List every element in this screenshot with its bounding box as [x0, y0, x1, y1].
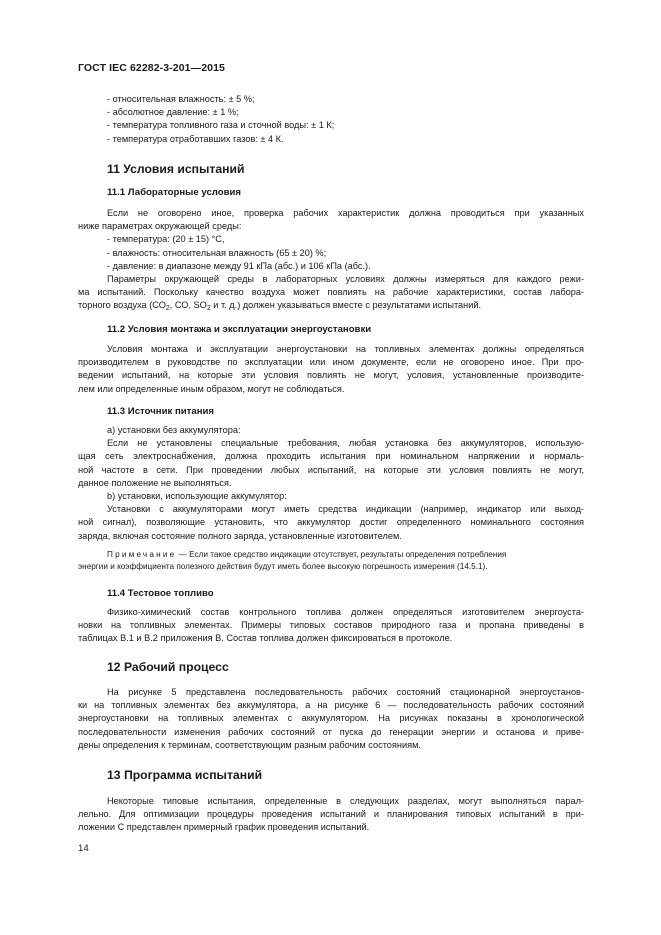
text-line: новки на топливных элементах. Примеры типовых составов природного газа и пропана приведены в: [78, 620, 584, 631]
list-item: - относительная влажность: ± 5 %;: [107, 94, 255, 104]
paragraph-11-1: [78, 207, 584, 313]
subsection-11-3-heading: 11.3 Источник питания: [107, 406, 214, 417]
subsection-11-2-heading: 11.2 Условия монтажа и эксплуатации энергоустановки: [107, 324, 372, 335]
note-label: Примечание: [107, 550, 177, 559]
paragraph-12: [78, 686, 584, 752]
section-13-heading: 13 Программа испытаний: [107, 768, 263, 782]
text-line: данное положение не выполняться.: [78, 477, 232, 488]
text-line: ложении С представлен примерный график проведения испытаний.: [78, 822, 370, 833]
paragraph-11-2: [78, 343, 584, 396]
text-line: энергоустановки на топливных элементах с аккумулятором. На рисунках показаны в хронологической: [78, 713, 584, 724]
note-line: энергии и коэффициента полезного действия будут иметь более высокую погрешность измерения (14.5.1).: [78, 562, 488, 571]
text-line: ма испытаний. Поскольку качество воздуха может повлиять на рабочие характеристики, состав лабора-: [78, 287, 584, 298]
paragraph-11-4: [78, 606, 584, 646]
text-line: Если не оговорено иное, проверка рабочих характеристик должна проводиться при указанных: [107, 208, 584, 218]
text-span: и т. д.) должен указываться вместе с результатами испытаний.: [210, 300, 482, 311]
text-line-with-formulas: [78, 299, 584, 312]
list-item: - влажность: относительная влажность (65 ± 20) %;: [107, 247, 327, 258]
list-item: - температура отработавших газов: ± 4 К.: [107, 133, 284, 144]
text-line: таблицах В.1 и В.2 приложения В. Состав топлива должен фиксироваться в протоколе.: [78, 633, 453, 644]
tolerance-list: [78, 93, 584, 146]
text-line: Если не установлены специальные требования, любая установка без аккумуляторов, использую-: [107, 438, 584, 449]
text-line: Установки с аккумуляторами могут иметь средства индикации (например, индикатор или выход-: [107, 504, 584, 515]
list-item: - абсолютное давление: ± 1 %;: [107, 107, 239, 118]
note-line: [78, 549, 584, 561]
list-label-a: а) установки без аккумулятора:: [107, 425, 241, 435]
text-line: ниже параметрах окружающей среды:: [78, 221, 242, 232]
paragraph-11-3: [78, 424, 584, 543]
section-11-heading: 11 Условия испытаний: [107, 162, 245, 176]
subsection-11-1-heading: 11.1 Лабораторные условия: [107, 187, 242, 198]
list-item: - температура топливного газа и сточной воды: ± 1 К;: [107, 120, 335, 131]
text-line: щая сеть электроснабжения, должна проходить испытания при номинальном напряжении и нормаль-: [78, 451, 584, 462]
subsection-11-4-heading: 11.4 Тестовое топливо: [107, 588, 214, 599]
document-header: ГОСТ IEC 62282-3-201—2015: [78, 62, 225, 74]
text-line: ведении испытаний, на которые эти условия повлиять не могут, условия, установленные производите-: [78, 370, 584, 381]
text-span: торного воздуха (СО: [78, 300, 166, 311]
text-line: дены определения к терминам, соответствующим разным рабочим состояниям.: [78, 739, 421, 750]
text-line: ной сигнал), позволяющие установить, что аккумулятор достиг определенного номинального состояния: [78, 517, 584, 528]
note: [78, 549, 584, 573]
subscript: 2: [165, 305, 170, 313]
text-line: производителем в руководстве по эксплуатации или ином документе, если не оговорено иное. При про-: [78, 357, 584, 368]
paragraph-13: [78, 795, 584, 835]
text-line: Условия монтажа и эксплуатации энергоустановки на топливных элементах должны определяться: [107, 344, 584, 354]
text-line: ки на топливных элементах без аккумулятора, а на рисунке 6 — последовательность рабочих состояний: [78, 700, 584, 711]
list-item: - давление: в диапазоне между 91 кПа (абс.) и 106 кПа (абс.).: [107, 260, 371, 271]
list-item: - температура: (20 ± 15) °С,: [107, 234, 225, 245]
text-line: Некоторые типовые испытания, определенные в следующих разделах, могут выполняться парал-: [107, 796, 584, 806]
text-span: , СО, SO: [169, 300, 207, 311]
text-line: Параметры окружающей среды в лабораторных условиях должны измеряться для каждого режи-: [107, 274, 584, 285]
text-line: заряда, включая состояние полного заряда, установленные изготовителем.: [78, 530, 402, 541]
page-number: 14: [78, 843, 89, 854]
text-line: лем или определенные иным образом, могут не соблюдаться.: [78, 383, 345, 394]
text-line: последовательности изменения рабочих состояний от пуска до генерации энергии и останова и приве-: [78, 726, 584, 737]
text-line: лельно. Для оптимизации процедуры проведения испытаний и планирования типовых испытаний в при-: [78, 809, 584, 820]
text-line: ной частоте в сети. При проведении любых испытаний, на которые эти условия повлиять не могут,: [78, 464, 584, 475]
text-line: На рисунке 5 представлена последовательность рабочих состояний стационарной энергоустанов-: [107, 687, 584, 697]
section-12-heading: 12 Рабочий процесс: [107, 660, 229, 674]
list-label-b: b) установки, использующие аккумулятор:: [107, 491, 287, 502]
text-line: Физико-химический состав контрольного топлива должен определяться изготовителем энергоуста-: [107, 607, 584, 617]
note-text: — Если такое средство индикации отсутствует, результаты определения потребления: [176, 550, 507, 559]
subscript: 2: [206, 305, 211, 313]
